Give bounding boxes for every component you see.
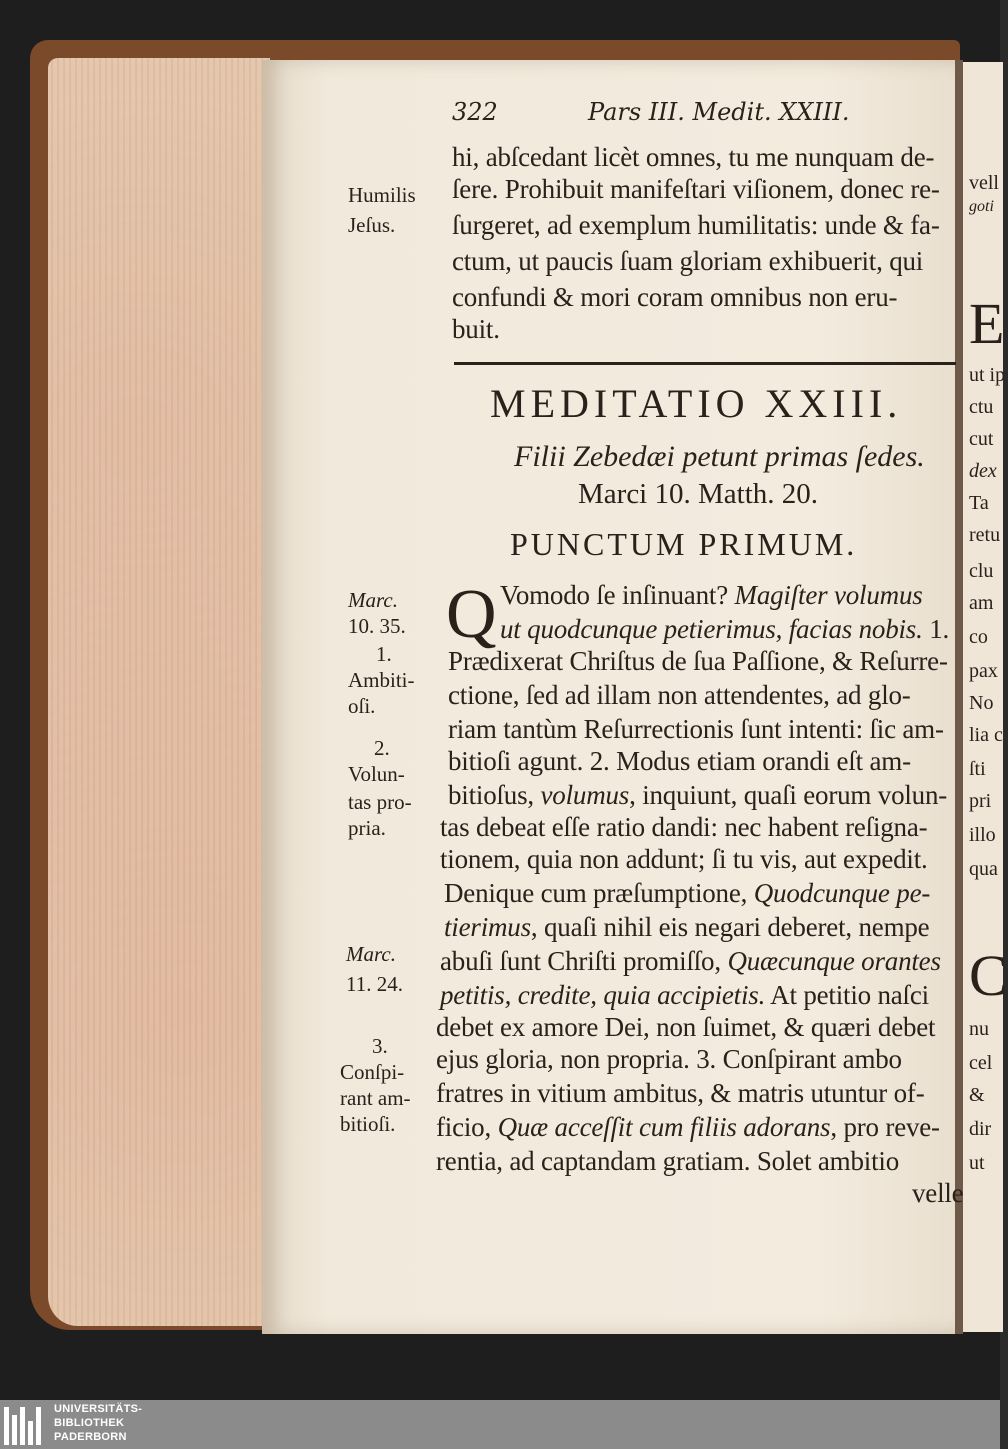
facing-line: clu [969,560,994,582]
facing-line: co [969,626,988,648]
facing-line: ſti [969,758,986,780]
body-line: tas debeat eſſe ratio dandi: nec habent reſigna- [440,812,928,842]
body-line: bitioſi agunt. 2. Modus etiam orandi eſt am- [448,746,911,776]
facing-page [963,62,1008,1332]
side-note-marc: Marc. [348,588,398,612]
body-line: riam tantùm Reſurrectionis ſunt intenti: ſic am- [448,714,944,744]
body-line: tierimus, quaſi nihil eis negari deberet, nempe [444,912,930,942]
facing-line: goti [969,198,994,215]
side-note-number: 2. [374,736,390,760]
body-line: ejus gloria, non propria. 3. Conſpirant ambo [436,1044,902,1074]
side-note-text: bitioſi. [340,1112,396,1136]
facing-line: vell [969,172,999,194]
facing-line: E [969,291,1005,356]
side-note-number: 3. [372,1034,388,1058]
text-line: ſere. Prohibuit manifeſtari viſionem, donec re- [452,174,940,204]
facing-line: am [969,592,994,614]
side-note-verse: 10. 35. [348,614,406,638]
facing-line: illo [969,824,996,846]
side-note-number: 1. [376,642,392,666]
punctum-heading: PUNCTUM PRIMUM. [510,526,858,562]
side-note-verse: 11. 24. [346,972,403,996]
logo-text-line: PADERBORN [54,1431,127,1443]
body-line: Denique cum præſumptione, Quodcunque pe- [444,878,931,908]
scripture-reference: Marci 10. Matth. 20. [578,478,819,510]
facing-line: lia c [969,724,1003,746]
side-note-text: pria. [348,816,386,840]
facing-line: C [969,943,1008,1008]
side-note-text: Volun- [348,762,405,786]
text-line: ctum, ut paucis ſuam gloriam exhibuerit, qui [452,246,924,276]
facing-line: nu [969,1018,989,1040]
body-line: ctione, ſed ad illam non attendentes, ad glo- [448,680,911,710]
facing-line: cut [969,428,994,450]
side-note-text: tas pro- [348,790,412,814]
body-line: Prædixerat Chriſtus de ſua Paſſione, & Reſurre- [448,646,948,676]
meditation-subtitle: Filii Zebedæi petunt primas ſedes. [514,440,925,473]
logo-text-line: BIBLIOTHEK [54,1417,125,1429]
facing-line: ut [969,1152,985,1174]
section-rule [454,362,956,365]
facing-line: cel [969,1052,993,1074]
text-line: ſurgeret, ad exemplum humilitatis: unde & fa- [452,210,940,240]
facing-line: retu [969,524,1001,546]
body-line: debet ex amore Dei, non ſuimet, & quæri debet [436,1012,936,1042]
library-logo-icon [4,1404,48,1445]
facing-line: pri [969,790,992,812]
body-line: ficio, Quæ acceſſit cum filiis adorans, pro reve- [436,1112,940,1142]
drop-cap: Q [446,576,497,653]
logo-text-line: UNIVERSITÄTS- [54,1403,143,1415]
side-note-text: rant am- [340,1086,411,1110]
body-line: fratres in vitium ambitus, & matris utuntur of- [436,1078,925,1108]
body-line: rentia, ad captandam gratiam. Solet ambitio [436,1146,899,1176]
body-line: abuſi ſunt Chriſti promiſſo, Quæcunque orantes [440,946,941,976]
side-note-text: Ambiti- [348,668,415,692]
body-line: bitioſus, volumus, inquiunt, quaſi eorum volun- [448,780,948,810]
facing-line: ctu [969,396,994,418]
side-note-text: Conſpi- [340,1060,405,1084]
body-line: petitis, credite, quia accipietis. At petitio naſci [440,980,929,1010]
facing-line: qua [969,858,998,880]
running-title: Pars III. Medit. XXIII. [588,98,850,126]
facing-line: No [969,692,994,714]
book-gutter [955,60,963,1334]
body-line: ut quodcunque petierimus, facias nobis. 1. [500,614,950,644]
meditation-title: MEDITATIO XXIII. [490,381,903,426]
catchword: velle [912,1178,964,1208]
margin-note-jesus: Jeſus. [348,213,396,237]
facing-line: Ta [969,492,989,514]
facing-line: dir [969,1118,992,1140]
text-line: buit. [452,314,500,344]
side-note-text: oſi. [348,694,376,718]
library-footer [0,1400,1000,1449]
page-number: 322 [452,98,498,126]
body-line: tionem, quia non addunt; ſi tu vis, aut expedit. [440,844,928,874]
text-line: confundi & mori coram omnibus non eru- [452,282,898,312]
side-note-marc: Marc. [346,942,396,966]
facing-line: & [969,1084,985,1106]
page-edges [48,58,270,1326]
body-line: Vomodo ſe inſinuant? Magiſter volumus [500,580,923,610]
facing-line: ut ip [969,364,1006,386]
margin-note-humilis: Humilis [348,183,416,207]
facing-line: dex [969,460,997,482]
text-line: hi, abſcedant licèt omnes, tu me nunquam de- [452,142,935,172]
facing-line: pax [969,660,998,682]
